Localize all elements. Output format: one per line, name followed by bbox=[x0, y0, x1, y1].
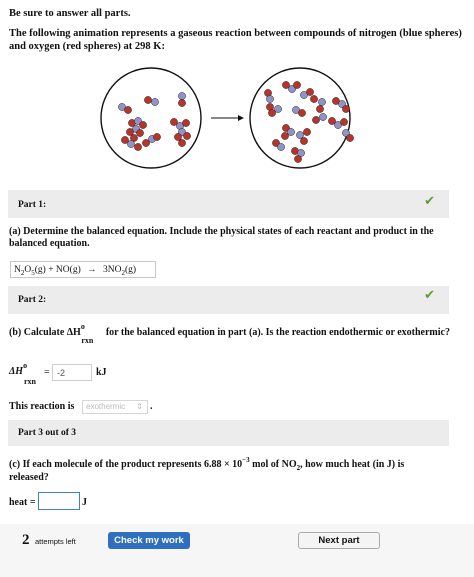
q3-sub: 2 bbox=[296, 464, 301, 472]
q3-a: (c) If each molecule of the product represents 6.88 × 10 bbox=[9, 459, 243, 470]
q-suffix: for the balanced equation in part (a). Is the reaction endothermic or exothermic? bbox=[105, 327, 450, 338]
eq-sub: 5 bbox=[31, 268, 35, 277]
part1-header bbox=[8, 190, 449, 218]
oxygen-atom bbox=[183, 132, 190, 139]
part3-question-line-1 bbox=[9, 458, 404, 475]
checkmark-icon: ✔ bbox=[424, 194, 435, 209]
part2-label: Part 2: bbox=[18, 295, 47, 305]
part3-header bbox=[8, 420, 449, 446]
eq-product: 3NO bbox=[102, 265, 122, 275]
eq-arrow: → bbox=[87, 265, 97, 275]
part1-label: Part 1: bbox=[18, 200, 47, 210]
oxygen-atom bbox=[144, 96, 151, 103]
eq-product-state: (g) bbox=[124, 265, 137, 275]
delta-h-label bbox=[9, 361, 28, 377]
period: . bbox=[150, 401, 153, 412]
attempts-text: attempts left bbox=[35, 537, 76, 546]
reaction-animation bbox=[100, 65, 360, 175]
reaction-is-label: This reaction is bbox=[9, 401, 75, 412]
part1-question-line-1: (a) Determine the balanced equation. Include the physical states of each reactant and product in the bbox=[9, 226, 434, 237]
endo-exo-select[interactable] bbox=[82, 400, 148, 414]
select-value: exothermic bbox=[86, 402, 126, 411]
oxygen-atom bbox=[316, 105, 323, 112]
checkmark-icon: ✔ bbox=[424, 288, 435, 303]
nitrogen-atom bbox=[127, 140, 134, 147]
oxygen-atom bbox=[300, 137, 307, 144]
oxygen-atom bbox=[124, 106, 131, 113]
reaction-arrow-icon bbox=[211, 115, 244, 121]
dh-sup: o bbox=[23, 361, 28, 370]
footer-bar bbox=[0, 524, 474, 577]
heat-input[interactable] bbox=[38, 492, 80, 510]
delta-h-sub: rxn bbox=[24, 377, 36, 386]
part2-question bbox=[9, 322, 450, 345]
nitrogen-atom bbox=[178, 92, 185, 99]
intro-line-1: The following animation represents a gaseous reaction between compounds of nitrogen (blue spheres) bbox=[9, 28, 462, 39]
oxygen-atom bbox=[303, 128, 310, 135]
oxygen-atom bbox=[293, 81, 300, 88]
oxygen-atom bbox=[182, 119, 189, 126]
next-part-button[interactable]: Next part bbox=[298, 532, 380, 549]
heat-label: heat = bbox=[9, 497, 36, 508]
q-dh: (b) Calculate ΔH bbox=[9, 327, 81, 338]
intro-line-2: and oxygen (red spheres) at 298 K: bbox=[9, 41, 165, 52]
q-sub: rxn bbox=[81, 336, 94, 345]
oxygen-atom bbox=[178, 99, 185, 106]
oxygen-atom bbox=[268, 109, 275, 116]
reactant-container bbox=[101, 68, 201, 168]
oxygen-atom bbox=[342, 105, 349, 112]
oxygen-atom bbox=[139, 121, 146, 128]
attempts-count: 2 bbox=[22, 532, 30, 548]
eq-n: N bbox=[14, 265, 21, 275]
q-sup: o bbox=[80, 322, 85, 331]
delta-h-input[interactable]: -2 bbox=[52, 364, 92, 381]
oxygen-atom bbox=[134, 143, 141, 150]
equals-sign: = bbox=[44, 367, 50, 378]
joule-unit: J bbox=[82, 497, 87, 508]
oxygen-atom bbox=[306, 88, 313, 95]
q3-b: mol of NO bbox=[252, 459, 297, 470]
part1-question-line-2: balanced equation. bbox=[9, 238, 90, 249]
balanced-equation-display bbox=[10, 261, 156, 278]
part2-header bbox=[8, 286, 449, 314]
oxygen-atom bbox=[312, 116, 319, 123]
oxygen-atom bbox=[340, 118, 347, 125]
updown-chevron-icon: ⇕ bbox=[136, 402, 143, 411]
nitrogen-atom bbox=[319, 113, 326, 120]
nitrogen-atom bbox=[151, 98, 158, 105]
check-my-work-button[interactable]: Check my work bbox=[108, 532, 190, 549]
eq-o: O bbox=[24, 265, 32, 275]
part3-label: Part 3 out of 3 bbox=[18, 428, 77, 438]
eq-reactants: (g) + NO(g) bbox=[34, 265, 81, 275]
nitrogen-atom bbox=[277, 143, 284, 150]
oxygen-atom bbox=[153, 133, 160, 140]
q3-c: , how much heat (in J) is bbox=[300, 459, 405, 470]
part3-question-line-2: released? bbox=[9, 472, 49, 483]
eq-sub: 2 bbox=[20, 268, 25, 277]
eq-sub: 2 bbox=[121, 268, 125, 277]
oxygen-atom bbox=[298, 109, 305, 116]
nitrogen-atom bbox=[266, 95, 273, 102]
instruction-text: Be sure to answer all parts. bbox=[9, 8, 131, 19]
q3-exp: −3 bbox=[242, 456, 250, 464]
oxygen-atom bbox=[178, 139, 185, 146]
oxygen-atom bbox=[346, 134, 353, 141]
kj-unit: kJ bbox=[96, 367, 107, 378]
oxygen-atom bbox=[310, 95, 317, 102]
nitrogen-atom bbox=[318, 98, 325, 105]
oxygen-atom bbox=[136, 129, 143, 136]
dh: ΔH bbox=[9, 366, 24, 377]
oxygen-atom bbox=[294, 155, 301, 162]
oxygen-atom bbox=[281, 132, 288, 139]
